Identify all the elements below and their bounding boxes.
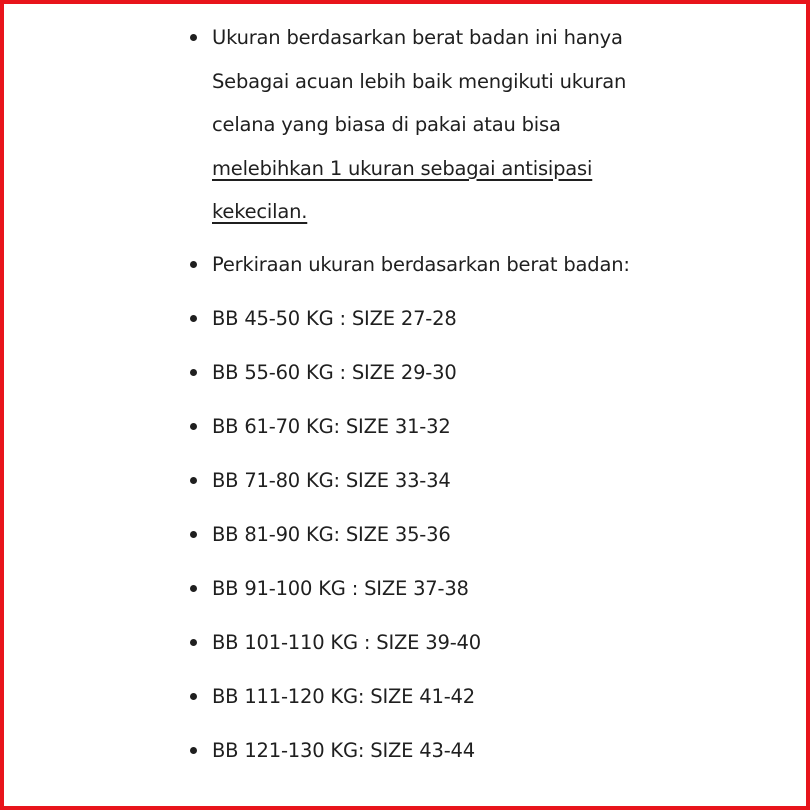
bullet-icon [190,477,197,484]
intro-line-4-underlined: melebihkan 1 ukuran sebagai antisipasi [212,156,593,180]
size-entry: BB 121-130 KG: SIZE 43-44 [212,739,475,762]
intro-line-1: Ukuran berdasarkan berat badan ini hanya [212,26,623,49]
bullet-icon [190,585,197,592]
bullet-icon [190,531,197,538]
bullet-icon [190,315,197,322]
bullet-icon [190,747,197,754]
bullet-icon [190,369,197,376]
bullet-icon [190,423,197,430]
size-entry: BB 61-70 KG: SIZE 31-32 [212,415,451,438]
intro-line-5-underlined: kekecilan. [212,200,308,223]
estimate-heading-text: Perkiraan ukuran berdasarkan berat badan: [212,253,630,276]
size-entry: BB 81-90 KG: SIZE 35-36 [212,523,451,546]
size-entry: BB 55-60 KG : SIZE 29-30 [212,361,457,384]
bullet-icon [190,693,197,700]
bullet-icon [190,261,197,268]
size-entry: BB 101-110 KG : SIZE 39-40 [212,631,481,654]
size-entry: BB 91-100 KG : SIZE 37-38 [212,577,469,600]
size-entry: BB 45-50 KG : SIZE 27-28 [212,307,457,330]
intro-line-2: Sebagai acuan lebih baik mengikuti ukuran [212,69,627,93]
size-entry: BB 71-80 KG: SIZE 33-34 [212,469,451,492]
intro-line-3: celana yang biasa di pakai atau bisa [212,113,561,136]
size-entry: BB 111-120 KG: SIZE 41-42 [212,685,475,708]
bullet-icon [190,639,197,646]
intro-note-text [212,16,626,234]
bullet-icon [190,34,197,41]
